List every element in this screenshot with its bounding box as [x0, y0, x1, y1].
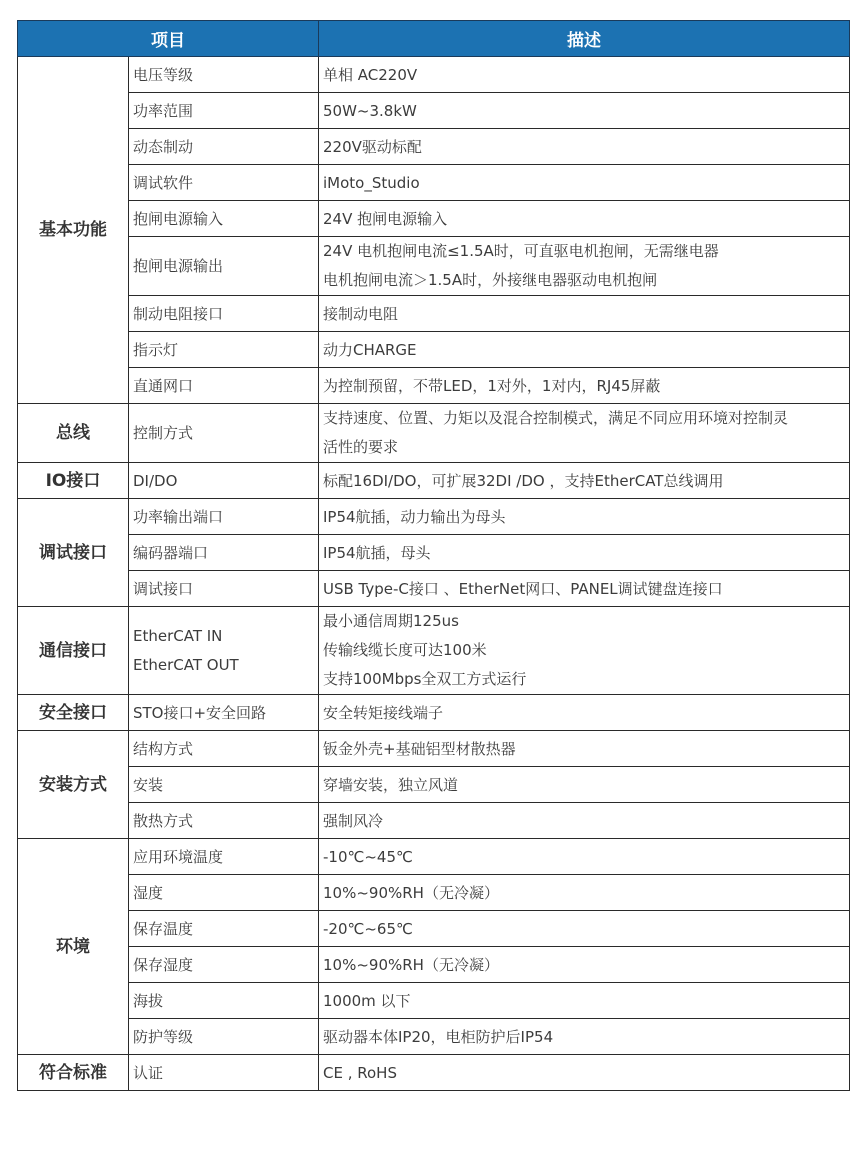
table-row — [18, 332, 850, 368]
description-cell — [319, 296, 850, 332]
description-cell — [319, 237, 850, 296]
description-cell — [319, 731, 850, 767]
description-line: 电机抱闸电流＞1.5A时，外接继电器驱动电机抱闸 — [323, 271, 658, 289]
category-cell: 通信接口 — [18, 607, 129, 695]
description-cell — [319, 129, 850, 165]
item-cell: 功率输出端口 — [129, 499, 319, 535]
description-cell — [319, 695, 850, 731]
table-row — [18, 983, 850, 1019]
description-line: 驱动器本体IP20，电柜防护后IP54 — [323, 1027, 554, 1046]
category-cell: 环境 — [18, 839, 129, 1055]
table-row — [18, 571, 850, 607]
item-cell: 保存温度 — [129, 911, 319, 947]
description-line: 安全转矩接线端子 — [323, 703, 444, 722]
item-cell: 电压等级 — [129, 57, 319, 93]
description-line: 支持速度、位置、力矩以及混合控制模式，满足不同应用环境对控制灵 — [323, 409, 789, 427]
table-row — [18, 368, 850, 404]
description-line: -20℃~65℃ — [323, 919, 413, 938]
item-cell: 动态制动 — [129, 129, 319, 165]
description-line: iMoto_Studio — [323, 173, 420, 192]
description-cell — [319, 404, 850, 463]
category-cell: 总线 — [18, 404, 129, 463]
description-cell — [319, 93, 850, 129]
description-line: -10℃~45℃ — [323, 847, 413, 866]
item-cell: 编码器端口 — [129, 535, 319, 571]
table-row — [18, 463, 850, 499]
description-cell — [319, 332, 850, 368]
description-line: IP54航插，母头 — [323, 543, 431, 562]
table-row — [18, 165, 850, 201]
header-row — [18, 21, 850, 57]
description-line: IP54航插，动力输出为母头 — [323, 507, 506, 526]
description-line: 单相 AC220V — [323, 65, 418, 84]
item-cell: 抱闸电源输入 — [129, 201, 319, 237]
table-row — [18, 911, 850, 947]
item-cell: 调试软件 — [129, 165, 319, 201]
item-cell: 结构方式 — [129, 731, 319, 767]
description-line: 强制风冷 — [323, 811, 384, 830]
description-cell — [319, 947, 850, 983]
table-row — [18, 839, 850, 875]
description-cell — [319, 201, 850, 237]
description-cell — [319, 767, 850, 803]
description-cell — [319, 57, 850, 93]
description-line: 传输线缆长度可达100米 — [323, 641, 487, 659]
table-row — [18, 296, 850, 332]
description-line: 24V 抱闸电源输入 — [323, 209, 448, 228]
description-cell — [319, 911, 850, 947]
header-description: 描述 — [319, 21, 850, 57]
item-cell: 保存湿度 — [129, 947, 319, 983]
description-line: USB Type-C接口 、EtherNet网口、PANEL调试键盘连接口 — [323, 579, 723, 598]
table-row — [18, 201, 850, 237]
description-cell — [319, 839, 850, 875]
description-line: CE , RoHS — [323, 1063, 397, 1082]
description-line: 动力CHARGE — [323, 340, 417, 359]
table-row — [18, 404, 850, 463]
table-row — [18, 947, 850, 983]
category-cell: IO接口 — [18, 463, 129, 499]
description-cell — [319, 1019, 850, 1055]
table-row — [18, 695, 850, 731]
item-cell: 制动电阻接口 — [129, 296, 319, 332]
description-cell — [319, 463, 850, 499]
description-line: 标配16DI/DO，可扩展32DI /DO ，支持EtherCAT总线调用 — [323, 471, 724, 490]
description-line: 10%~90%RH（无冷凝） — [323, 955, 499, 974]
description-cell — [319, 1055, 850, 1091]
description-cell — [319, 571, 850, 607]
item-cell: 抱闸电源输出 — [129, 237, 319, 296]
description-cell — [319, 165, 850, 201]
table-row — [18, 803, 850, 839]
spec-body — [18, 57, 850, 1091]
table-row — [18, 607, 850, 695]
table-row — [18, 1019, 850, 1055]
description-line: 1000m 以下 — [323, 991, 411, 1010]
description-cell — [319, 535, 850, 571]
table-row — [18, 57, 850, 93]
description-line: 活性的要求 — [323, 438, 399, 456]
category-cell: 安全接口 — [18, 695, 129, 731]
table-row — [18, 93, 850, 129]
item-cell: 海拔 — [129, 983, 319, 1019]
table-row — [18, 129, 850, 165]
table-row — [18, 237, 850, 296]
spec-table — [17, 20, 850, 1091]
description-line: 50W~3.8kW — [323, 101, 417, 120]
description-cell — [319, 499, 850, 535]
table-row — [18, 767, 850, 803]
table-row — [18, 535, 850, 571]
category-cell: 安装方式 — [18, 731, 129, 839]
item-cell: 控制方式 — [129, 404, 319, 463]
description-line: 为控制预留，不带LED，1对外，1对内，RJ45屏蔽 — [323, 376, 661, 395]
item-cell: DI/DO — [129, 463, 319, 499]
description-cell — [319, 368, 850, 404]
description-line: 接制动电阻 — [323, 304, 399, 323]
item-cell: STO接口+安全回路 — [129, 695, 319, 731]
item-line: EtherCAT OUT — [133, 655, 239, 674]
description-line: 220V驱动标配 — [323, 137, 422, 156]
description-line: 支持100Mbps全双工方式运行 — [323, 670, 527, 688]
category-cell: 调试接口 — [18, 499, 129, 607]
description-line: 24V 电机抱闸电流≤1.5A时，可直驱电机抱闸，无需继电器 — [323, 242, 719, 260]
category-cell: 符合标准 — [18, 1055, 129, 1091]
item-cell: 防护等级 — [129, 1019, 319, 1055]
description-line: 10%~90%RH（无冷凝） — [323, 883, 499, 902]
table-row — [18, 731, 850, 767]
item-cell: 应用环境温度 — [129, 839, 319, 875]
item-cell: 安装 — [129, 767, 319, 803]
description-line: 钣金外壳+基础铝型材散热器 — [323, 739, 516, 758]
item-cell: 调试接口 — [129, 571, 319, 607]
item-cell: 散热方式 — [129, 803, 319, 839]
description-cell — [319, 803, 850, 839]
item-cell: 功率范围 — [129, 93, 319, 129]
description-cell — [319, 607, 850, 695]
item-cell: 认证 — [129, 1055, 319, 1091]
header-item: 项目 — [18, 21, 319, 57]
description-line: 穿墙安装，独立风道 — [323, 775, 459, 794]
table-row — [18, 1055, 850, 1091]
description-line: 最小通信周期125us — [323, 612, 459, 630]
table-row — [18, 499, 850, 535]
item-cell — [129, 607, 319, 695]
item-line: EtherCAT IN — [133, 626, 223, 645]
description-cell — [319, 875, 850, 911]
category-cell: 基本功能 — [18, 57, 129, 404]
item-cell: 湿度 — [129, 875, 319, 911]
table-row — [18, 875, 850, 911]
item-cell: 直通网口 — [129, 368, 319, 404]
description-cell — [319, 983, 850, 1019]
item-cell: 指示灯 — [129, 332, 319, 368]
